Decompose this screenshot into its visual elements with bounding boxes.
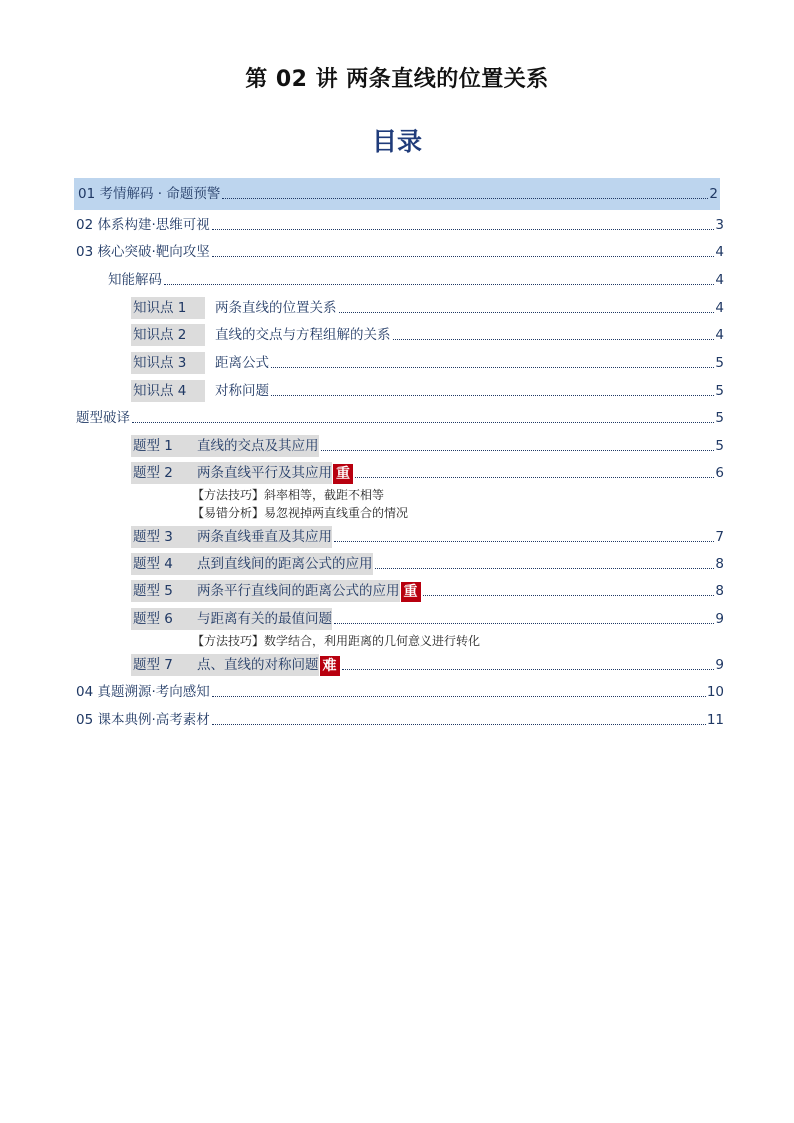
toc-entry-knowledge-1[interactable] xyxy=(131,297,724,319)
toc-page-number: 4 xyxy=(715,272,724,288)
toc-entry-section-04[interactable] xyxy=(76,681,724,703)
toc-entry-highlight xyxy=(131,462,332,484)
toc-entry-label: 02 体系构建·思维可视 xyxy=(76,217,210,233)
toc-entry-label: 题型 3 xyxy=(133,529,173,545)
toc-entry-label: 题型 5 xyxy=(133,583,173,599)
toc-entry-knowledge-3[interactable] xyxy=(131,352,724,374)
toc-entry-label: 知识点 2 xyxy=(131,324,205,346)
toc-page-number: 2 xyxy=(709,186,718,202)
dot-leader xyxy=(271,367,714,368)
toc-page-number: 9 xyxy=(715,611,724,627)
toc-entry-type-5[interactable] xyxy=(131,580,724,602)
toc-entry-text: 点到直线间的距离公式的应用 xyxy=(197,556,373,572)
toc-entry-type-1[interactable] xyxy=(131,435,724,457)
dot-leader xyxy=(212,696,706,697)
toc-entry-label: 题型 7 xyxy=(133,657,173,673)
toc-entry-type-2[interactable] xyxy=(131,462,724,484)
toc-entry-highlight xyxy=(131,435,319,457)
toc-entry-text: 两条平行直线间的距离公式的应用 xyxy=(197,583,400,599)
toc-entry-text: 对称问题 xyxy=(215,383,269,399)
toc-entry-knowledge-4[interactable] xyxy=(131,380,724,402)
toc-entry-knowledge-2[interactable] xyxy=(131,324,724,346)
key-point-badge: 重 xyxy=(401,582,421,602)
toc-page-number: 4 xyxy=(715,300,724,316)
toc-page-number: 7 xyxy=(715,529,724,545)
toc-entry-text: 两条直线垂直及其应用 xyxy=(197,529,332,545)
dot-leader xyxy=(334,623,714,624)
dot-leader xyxy=(355,477,714,478)
toc-entry-text: 直线的交点与方程组解的关系 xyxy=(215,327,391,343)
toc-page-number: 5 xyxy=(715,410,724,426)
toc-page-number: 4 xyxy=(715,327,724,343)
toc-entry-zhineng[interactable] xyxy=(108,269,724,291)
toc-entry-text: 直线的交点及其应用 xyxy=(197,438,319,454)
toc-entry-label: 知识点 4 xyxy=(131,380,205,402)
dot-leader xyxy=(271,395,714,396)
dot-leader xyxy=(375,568,715,569)
toc-entry-text: 点、直线的对称问题 xyxy=(197,657,319,673)
toc-entry-highlight xyxy=(131,654,319,676)
toc-entry-highlight xyxy=(131,608,332,630)
toc-subnote: 【方法技巧】数学结合，利用距离的几何意义进行转化 xyxy=(192,634,481,648)
toc-entry-type-4[interactable] xyxy=(131,553,724,575)
toc-entry-section-05[interactable] xyxy=(76,709,724,731)
toc-entry-label: 题型 2 xyxy=(133,465,173,481)
toc-page-number: 10 xyxy=(706,684,724,700)
toc-entry-highlight xyxy=(131,526,332,548)
toc-entry-section-01[interactable] xyxy=(74,178,720,210)
toc-entry-label: 01 考情解码 · 命题预警 xyxy=(78,186,221,202)
difficult-badge: 难 xyxy=(320,656,340,676)
toc-entry-highlight xyxy=(131,553,373,575)
toc-subnote: 【易错分析】易忽视掉两直线重合的情况 xyxy=(192,506,409,520)
toc-page-number: 9 xyxy=(715,657,724,673)
toc-page-number: 6 xyxy=(715,465,724,481)
dot-leader xyxy=(132,422,714,423)
toc-page-number: 8 xyxy=(715,583,724,599)
dot-leader xyxy=(164,284,714,285)
toc-entry-section-02[interactable] xyxy=(76,214,724,236)
toc-entry-type-7[interactable] xyxy=(131,654,724,676)
toc-entry-label: 题型 4 xyxy=(133,556,173,572)
dot-leader xyxy=(321,450,715,451)
toc-page-number: 5 xyxy=(715,383,724,399)
toc-entry-type-6[interactable] xyxy=(131,608,724,630)
document-title: 第 02 讲 两条直线的位置关系 xyxy=(245,67,549,92)
dot-leader xyxy=(212,724,706,725)
dot-leader xyxy=(342,669,715,670)
toc-page-number: 8 xyxy=(715,556,724,572)
toc-entry-text: 两条直线的位置关系 xyxy=(215,300,337,316)
toc-page-number: 5 xyxy=(715,438,724,454)
toc-page-number: 11 xyxy=(706,712,724,728)
toc-entry-label: 题型破译 xyxy=(76,410,130,426)
toc-page-number: 3 xyxy=(715,217,724,233)
dot-leader xyxy=(393,339,715,340)
toc-entry-label: 知识点 3 xyxy=(131,352,205,374)
toc-entry-tixing[interactable] xyxy=(76,407,724,429)
dot-leader xyxy=(212,256,715,257)
toc-entry-highlight xyxy=(131,580,400,602)
toc-entry-type-3[interactable] xyxy=(131,526,724,548)
toc-entry-label: 知识点 1 xyxy=(131,297,205,319)
toc-heading: 目录 xyxy=(371,127,422,156)
toc-entry-label: 题型 6 xyxy=(133,611,173,627)
key-point-badge: 重 xyxy=(333,464,353,484)
dot-leader xyxy=(423,595,715,596)
toc-entry-label: 03 核心突破·靶向攻坚 xyxy=(76,244,210,260)
toc-entry-label: 题型 1 xyxy=(133,438,173,454)
dot-leader xyxy=(334,541,714,542)
toc-entry-section-03[interactable] xyxy=(76,241,724,263)
dot-leader xyxy=(222,198,708,199)
dot-leader xyxy=(212,229,715,230)
toc-subnote: 【方法技巧】斜率相等，截距不相等 xyxy=(192,488,385,502)
toc-entry-text: 两条直线平行及其应用 xyxy=(197,465,332,481)
dot-leader xyxy=(339,312,715,313)
toc-entry-text: 距离公式 xyxy=(215,355,269,371)
toc-entry-label: 知能解码 xyxy=(108,272,162,288)
toc-entry-text: 与距离有关的最值问题 xyxy=(197,611,332,627)
toc-page-number: 5 xyxy=(715,355,724,371)
toc-entry-label: 04 真题溯源·考向感知 xyxy=(76,684,210,700)
toc-page-number: 4 xyxy=(715,244,724,260)
toc-entry-label: 05 课本典例·高考素材 xyxy=(76,712,210,728)
